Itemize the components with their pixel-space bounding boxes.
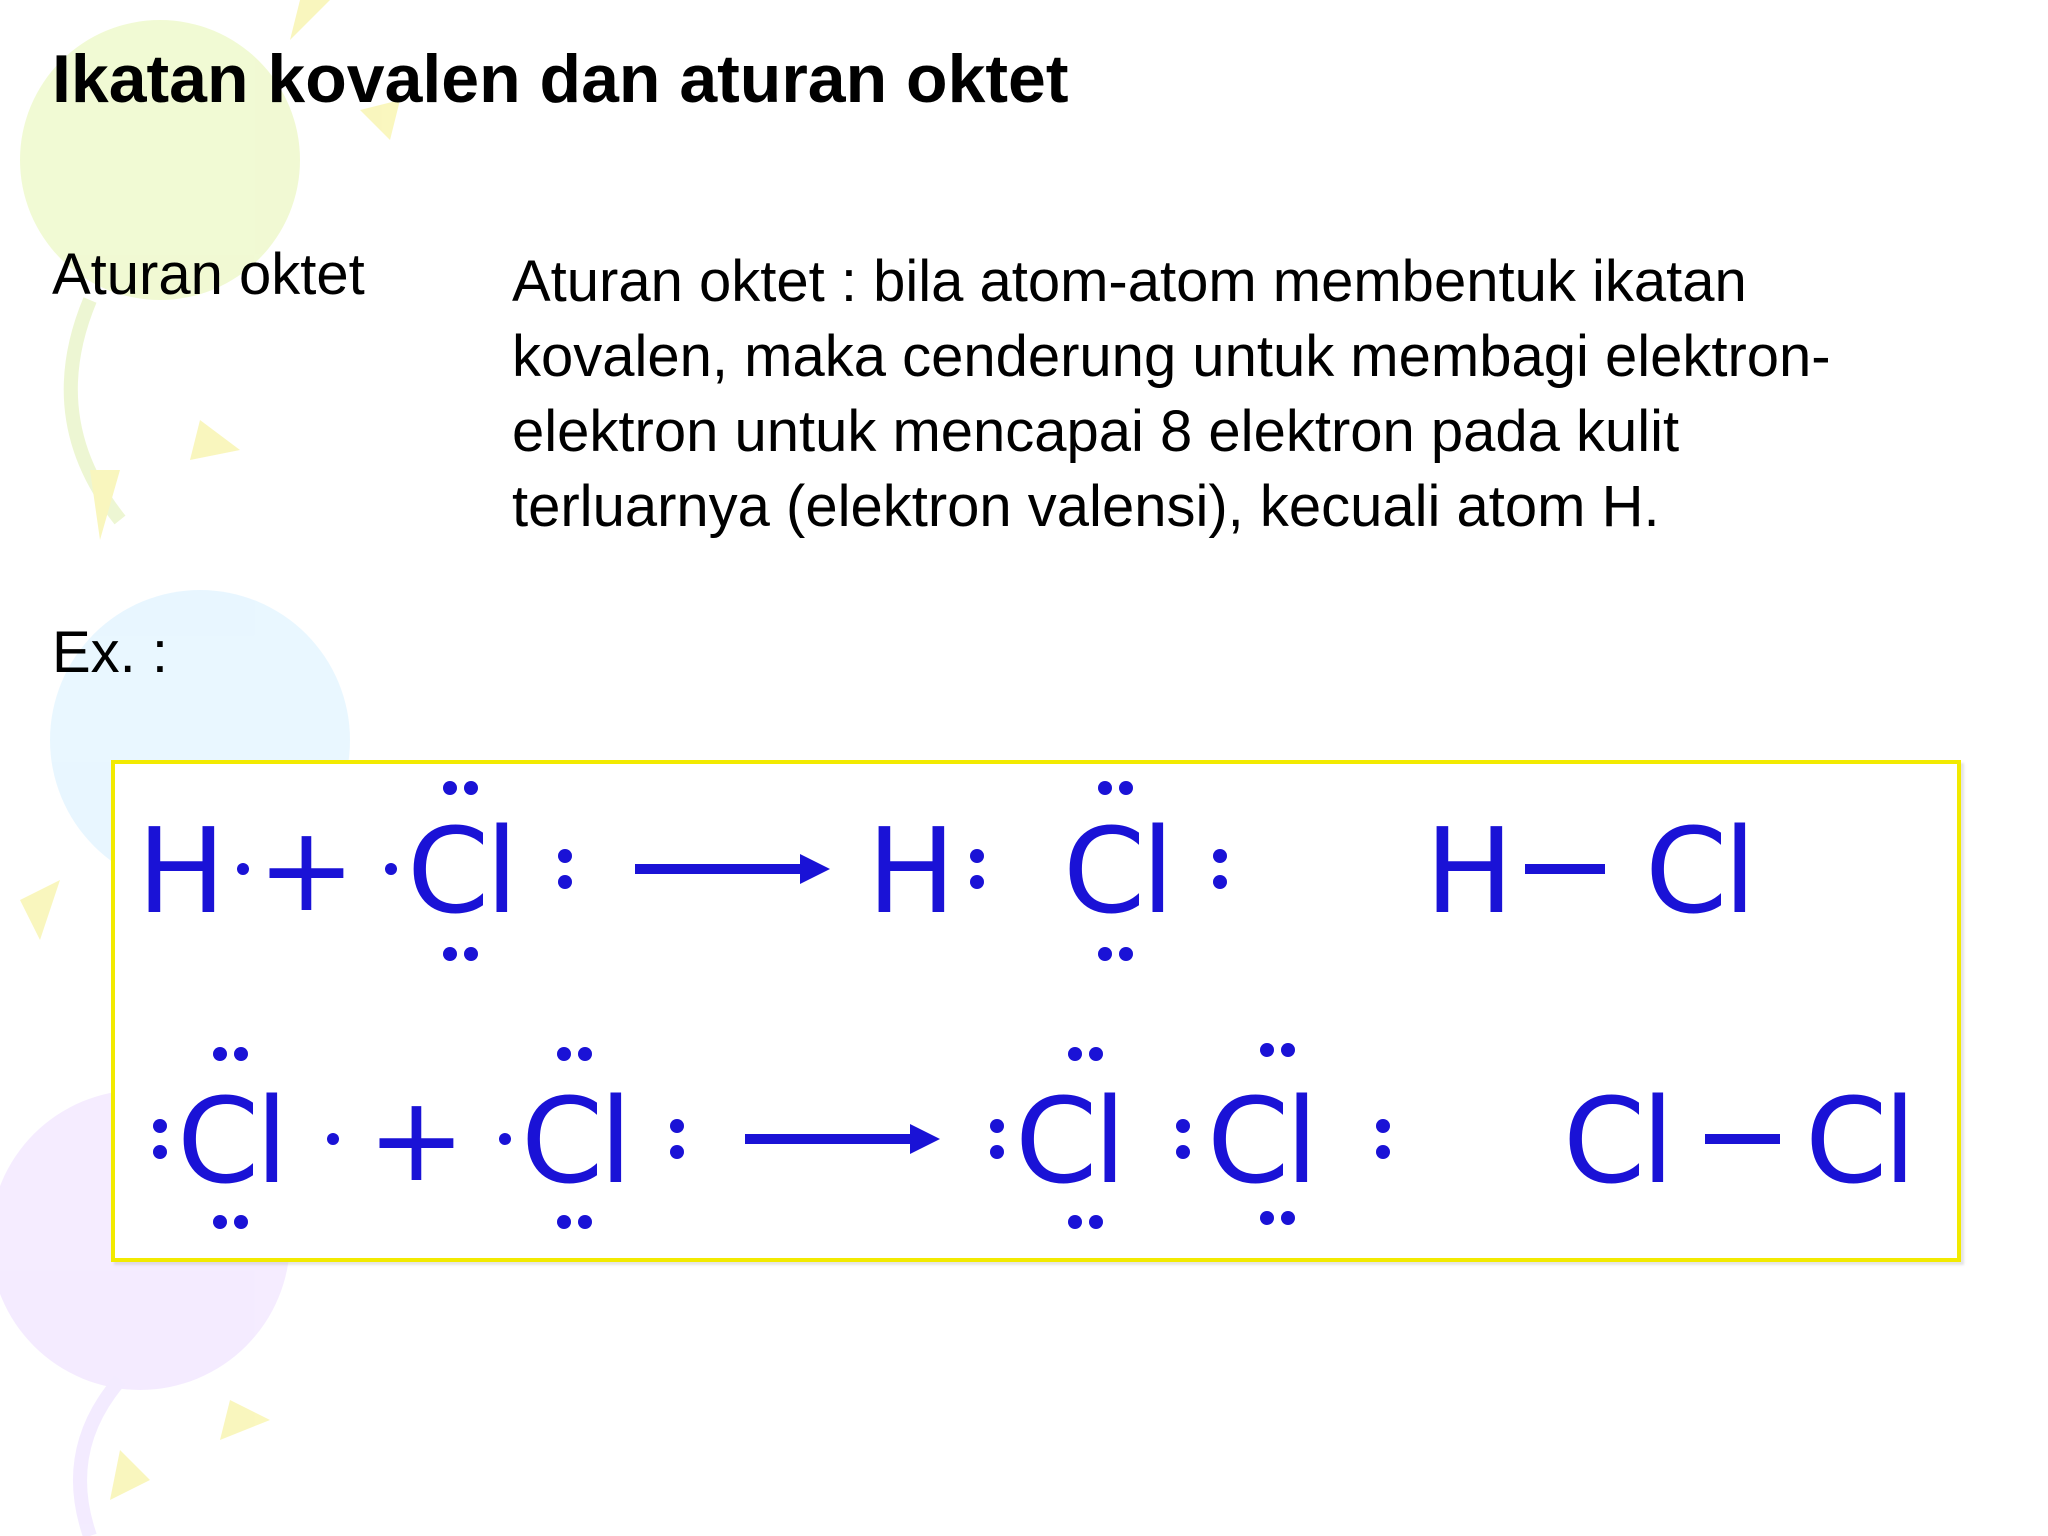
chlorine-atom: Cl (1563, 1072, 1671, 1210)
electron-dot (443, 781, 457, 795)
electron-dot (990, 1119, 1004, 1133)
definition-line: terluarnya (elektron valensi), kecuali atom H. (512, 474, 1660, 539)
definition-line: Aturan oktet : bila atom-atom membentuk ikatan (512, 249, 1747, 314)
electron-dot (237, 863, 249, 875)
electron-dot (1176, 1119, 1190, 1133)
electron-dot (1213, 849, 1227, 863)
electron-dot (1089, 1215, 1103, 1229)
electron-dot (464, 947, 478, 961)
chlorine-atom: Cl (1645, 802, 1753, 940)
cl2-equation (153, 1043, 1912, 1229)
electron-dot (1119, 781, 1133, 795)
chlorine-atom: Cl (407, 802, 515, 940)
electron-dot (970, 875, 984, 889)
electron-dot (1281, 1211, 1295, 1225)
electron-dot (443, 947, 457, 961)
electron-dot (558, 875, 572, 889)
electron-dot (1089, 1047, 1103, 1061)
electron-dot (1213, 875, 1227, 889)
chlorine-atom: Cl (1805, 1072, 1913, 1210)
electron-dot (385, 863, 397, 875)
electron-dot (1098, 947, 1112, 961)
slide-title: Ikatan kovalen dan aturan oktet (52, 41, 1069, 117)
arrow-head (910, 1124, 940, 1154)
electron-dot (578, 1215, 592, 1229)
arrow-head (800, 854, 830, 884)
electron-dot (327, 1133, 339, 1145)
hcl-equation (137, 781, 1752, 961)
octet-rule-label: Aturan oktet (52, 242, 365, 307)
electron-dot (1376, 1119, 1390, 1133)
chlorine-atom: Cl (177, 1072, 285, 1210)
definition-line: kovalen, maka cenderung untuk membagi elektron- (512, 324, 1831, 389)
lewis-structure-diagram (115, 764, 1965, 1266)
plus-sign: + (257, 800, 352, 938)
electron-dot (213, 1215, 227, 1229)
electron-dot (1119, 947, 1133, 961)
electron-dot (578, 1047, 592, 1061)
electron-dot (1376, 1145, 1390, 1159)
electron-dot (1260, 1211, 1274, 1225)
hydrogen-atom: H (137, 802, 222, 940)
electron-dot (670, 1145, 684, 1159)
chlorine-atom: Cl (521, 1072, 629, 1210)
lewis-structure-box (111, 760, 1961, 1262)
electron-dot (153, 1119, 167, 1133)
electron-dot (464, 781, 478, 795)
electron-dot (1068, 1047, 1082, 1061)
chlorine-atom: Cl (1207, 1072, 1315, 1210)
electron-dot (1068, 1215, 1082, 1229)
electron-dot (1098, 781, 1112, 795)
chlorine-atom: Cl (1015, 1072, 1123, 1210)
hydrogen-atom: H (1425, 802, 1510, 940)
electron-dot (1281, 1043, 1295, 1057)
electron-dot (234, 1047, 248, 1061)
hydrogen-atom: H (867, 802, 952, 940)
electron-dot (670, 1119, 684, 1133)
electron-dot (990, 1145, 1004, 1159)
electron-dot (558, 849, 572, 863)
electron-dot (557, 1047, 571, 1061)
plus-sign: + (367, 1070, 462, 1208)
definition-line: elektron untuk mencapai 8 elektron pada kulit (512, 399, 1680, 464)
electron-dot (153, 1145, 167, 1159)
electron-dot (234, 1215, 248, 1229)
electron-dot (1260, 1043, 1274, 1057)
electron-dot (499, 1133, 511, 1145)
electron-dot (1176, 1145, 1190, 1159)
electron-dot (557, 1215, 571, 1229)
electron-dot (970, 849, 984, 863)
electron-dot (213, 1047, 227, 1061)
example-label: Ex. : (52, 620, 169, 685)
chlorine-atom: Cl (1063, 802, 1171, 940)
octet-rule-definition (512, 244, 2012, 544)
